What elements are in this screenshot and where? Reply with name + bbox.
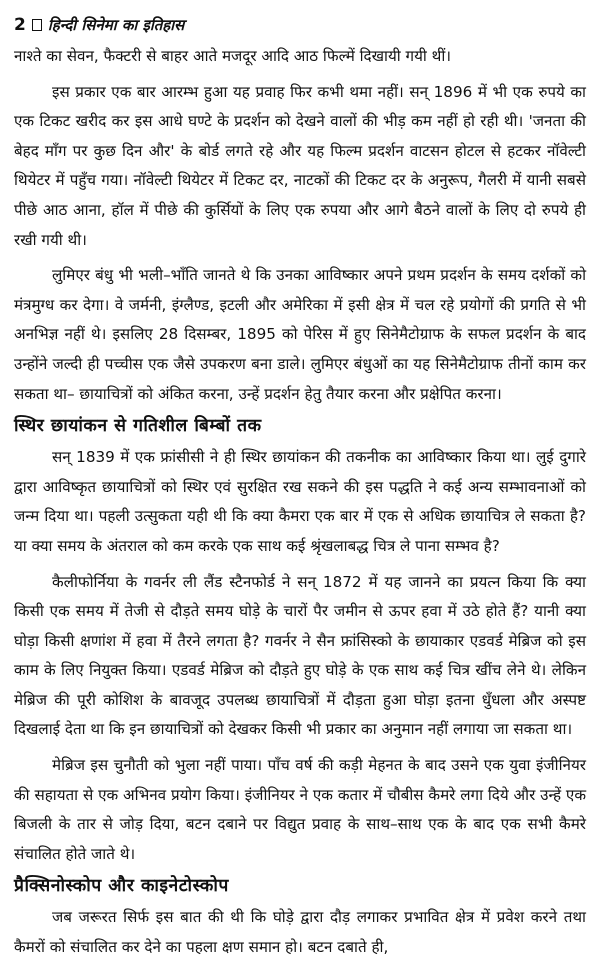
book-title: हिन्दी सिनेमा का इतिहास: [47, 16, 185, 34]
section-heading-1: स्थिर छायांकन से गतिशील बिम्बों तक: [14, 416, 262, 437]
section-heading-2: प्रैक्सिनोस्कोप और काइनेटोस्कोप: [14, 876, 229, 897]
paragraph-1: नाश्ते का सेवन, फैक्टरी से बाहर आते मजदूर आदि आठ फिल्में दिखायी गयी थीं।: [14, 47, 452, 65]
page-header: [14, 8, 586, 42]
paragraph-6: मेब्रिज इस चुनौती को भुला नहीं पाया। पाँच वर्ष की कड़ी मेहनत के बाद उसने एक युवा इंजीनियर की सहायता से एक अभिनव प्रयोग किया। इंजीनियर ने एक कतार में चौबीस कैमरे लगा दिये और उन्हें एक बिजली के तार से जोड़ दिया, बटन दबाने पर विद्युत प्रवाह के साथ–साथ एक के बाद एक सभी कैमरे संचालित होते जाते थे।: [14, 756, 586, 863]
paragraph-7: जब जरूरत सिर्फ इस बात की थी कि घोड़े द्वारा दौड़ लगाकर प्रभावित क्षेत्र में प्रवेश करने तथा कैमरों को संचालित कर देने का पहला क्षण समान हो। बटन दबाते ही,: [14, 908, 586, 957]
paragraph-2: इस प्रकार एक बार आरम्भ हुआ यह प्रवाह फिर कभी थमा नहीं। सन् 1896 में भी एक रुपये का एक टिकट खरीद कर इस आधे घण्टे के प्रदर्शन को देखने वालों की भीड़ कम नहीं हो रही थी। 'जनता की बेहद माँग पर कुछ दिन और' के बोर्ड लगते रहे और यह फिल्म प्रदर्शन वाटसन होटल से हटकर नॉवेल्टी थियेटर में पहुँच गया। नॉवेल्टी थियेटर में टिकट दर, नाटकों की टिकट दर के अनुरूप, गैलरी में यानी सबसे पीछे आठ आना, हॉल में पीछे की कुर्सियों के लिए एक रुपया और आगे बैठने वालों के लिए दो रुपये ही रखी गयी थी।: [14, 82, 586, 249]
square-icon: [32, 19, 42, 31]
paragraph-3: लुमिएर बंधु भी भली–भाँति जानते थे कि उनका आविष्कार अपने प्रथम प्रदर्शन के समय दर्शकों को मंत्रमुग्ध कर देगा। वे जर्मनी, इंग्लैण्ड, इटली और अमेरिका में इसी क्षेत्र में चल रहे प्रयोगों की प्रगति से भी अनभिज्ञ नहीं थे। इसलिए 28 दिसम्बर, 1895 को पेरिस में हुए सिनेमैटोग्राफ के सफल प्रदर्शन के बाद उन्होंने जल्दी ही पच्चीस एक जैसे उपकरण बना डाले। लुमिएर बंधुओं का यह सिनेमैटोग्राफ तीनों काम कर सकता था– छायाचित्रों को अंकित करना, उन्हें प्रदर्शन हेतु तैयार करना और प्रक्षेपित करना।: [14, 266, 586, 403]
paragraph-4: सन् 1839 में एक फ्रांसीसी ने ही स्थिर छायांकन की तकनीक का आविष्कार किया था। लुई दुगारे द्वारा आविष्कृत छायाचित्रों को स्थिर एवं सुरक्षित रख सकने की इस पद्धति ने कई अन्य सम्भावनाओं को जन्म दिया था। पहली उत्सुकता यही थी कि क्या कैमरा एक बार में एक से अधिक छायाचित्र ले सकता है? या क्या समय के अंतराल को कम करके एक साथ कई श्रृंखलाबद्ध चित्र ले पाना सम्भव है?: [14, 448, 586, 555]
paragraph-5: कैलीफोर्निया के गवर्नर ली लैंड स्टैनफोर्ड ने सन् 1872 में यह जानने का प्रयत्न किया कि क्या किसी एक समय में तेजी से दौड़ते समय घोड़े के चारों पैर जमीन से ऊपर हवा में उठे होते हैं? यानी क्या घोड़ा किसी क्षणांश में हवा में तैरने लगता है? गवर्नर ने सैन फ्रांसिस्को के छायाकार एडवर्ड मेब्रिज को इस काम के लिए नियुक्त किया। एडवर्ड मेब्रिज को दौड़ते हुए घोड़े के एक साथ कई चित्र खींच लेने थे। लेकिन मेब्रिज की पूरी कोशिश के बावजूद उपलब्ध छायाचित्रों में दौड़ता हुआ घोड़ा इतना धुँधला और अस्पष्ट दिखलाई देता था कि इन छायाचित्रों को देखकर किसी भी प्रकार का अनुमान नहीं लगाया जा सकता था।: [14, 572, 586, 739]
page-number: 2: [14, 15, 26, 35]
